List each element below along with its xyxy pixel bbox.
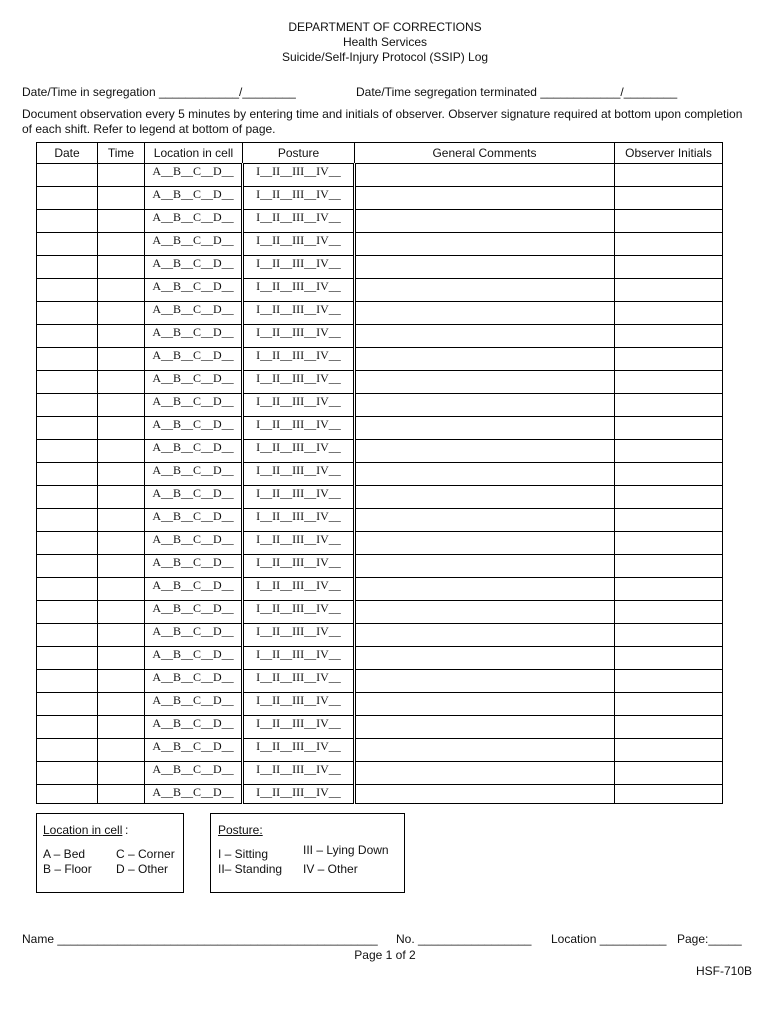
comments-cell[interactable]: [355, 486, 615, 509]
location-cell[interactable]: A__B__C__D__: [145, 693, 243, 716]
column-header-posture: Posture: [243, 143, 355, 164]
time-cell[interactable]: [98, 279, 145, 302]
comments-cell[interactable]: [355, 762, 615, 785]
comments-cell[interactable]: [355, 578, 615, 601]
observer-initials-cell[interactable]: [615, 164, 723, 187]
date-cell[interactable]: [37, 256, 98, 279]
location-cell[interactable]: A__B__C__D__: [145, 670, 243, 693]
date-cell[interactable]: [37, 233, 98, 256]
location-cell[interactable]: A__B__C__D__: [145, 279, 243, 302]
observer-initials-cell[interactable]: [615, 256, 723, 279]
location-cell[interactable]: A__B__C__D__: [145, 233, 243, 256]
posture-cell[interactable]: I__II__III__IV__: [243, 578, 355, 601]
comments-cell[interactable]: [355, 256, 615, 279]
legend-item-corner: C – Corner: [116, 847, 175, 861]
posture-cell[interactable]: I__II__III__IV__: [243, 647, 355, 670]
comments-cell[interactable]: [355, 670, 615, 693]
observer-initials-cell[interactable]: [615, 693, 723, 716]
segregation-start-field[interactable]: Date/Time in segregation ____________/________: [22, 85, 296, 99]
comments-cell[interactable]: [355, 348, 615, 371]
column-header-comments: General Comments: [355, 143, 615, 164]
table-row: [37, 348, 723, 371]
posture-cell[interactable]: I__II__III__IV__: [243, 532, 355, 555]
table-row: [37, 440, 723, 463]
posture-cell[interactable]: I__II__III__IV__: [243, 164, 355, 187]
observer-initials-cell[interactable]: [615, 279, 723, 302]
time-cell[interactable]: [98, 417, 145, 440]
comments-cell[interactable]: [355, 302, 615, 325]
table-row: [37, 509, 723, 532]
comments-cell[interactable]: [355, 601, 615, 624]
table-row: [37, 762, 723, 785]
time-cell[interactable]: [98, 509, 145, 532]
time-cell[interactable]: [98, 739, 145, 762]
date-cell[interactable]: [37, 279, 98, 302]
observer-initials-cell[interactable]: [615, 371, 723, 394]
observer-initials-cell[interactable]: [615, 555, 723, 578]
date-cell[interactable]: [37, 325, 98, 348]
posture-cell[interactable]: I__II__III__IV__: [243, 693, 355, 716]
column-header-location: Location in cell: [145, 143, 243, 164]
table-row: [37, 739, 723, 762]
table-row: [37, 555, 723, 578]
date-cell[interactable]: [37, 302, 98, 325]
posture-cell[interactable]: I__II__III__IV__: [243, 256, 355, 279]
table-row: [37, 647, 723, 670]
table-row: [37, 279, 723, 302]
posture-cell[interactable]: I__II__III__IV__: [243, 325, 355, 348]
time-cell[interactable]: [98, 256, 145, 279]
table-row: [37, 463, 723, 486]
time-cell[interactable]: [98, 371, 145, 394]
observer-initials-cell[interactable]: [615, 187, 723, 210]
date-cell[interactable]: [37, 486, 98, 509]
date-cell[interactable]: [37, 647, 98, 670]
location-cell[interactable]: A__B__C__D__: [145, 601, 243, 624]
location-cell[interactable]: A__B__C__D__: [145, 486, 243, 509]
comments-cell[interactable]: [355, 210, 615, 233]
table-row: [37, 693, 723, 716]
date-cell[interactable]: [37, 371, 98, 394]
location-cell[interactable]: A__B__C__D__: [145, 716, 243, 739]
time-cell[interactable]: [98, 440, 145, 463]
form-title: Suicide/Self-Injury Protocol (SSIP) Log: [281, 50, 489, 64]
posture-cell[interactable]: I__II__III__IV__: [243, 210, 355, 233]
time-cell[interactable]: [98, 716, 145, 739]
posture-cell[interactable]: I__II__III__IV__: [243, 509, 355, 532]
date-cell[interactable]: [37, 187, 98, 210]
comments-cell[interactable]: [355, 463, 615, 486]
date-cell[interactable]: [37, 394, 98, 417]
date-cell[interactable]: [37, 509, 98, 532]
comments-cell[interactable]: [355, 325, 615, 348]
comments-cell[interactable]: [355, 624, 615, 647]
posture-cell[interactable]: I__II__III__IV__: [243, 624, 355, 647]
time-cell[interactable]: [98, 670, 145, 693]
location-cell[interactable]: A__B__C__D__: [145, 624, 243, 647]
observer-initials-cell[interactable]: [615, 486, 723, 509]
time-cell[interactable]: [98, 463, 145, 486]
location-cell[interactable]: A__B__C__D__: [145, 371, 243, 394]
date-cell[interactable]: [37, 348, 98, 371]
date-cell[interactable]: [37, 670, 98, 693]
location-cell[interactable]: A__B__C__D__: [145, 417, 243, 440]
comments-cell[interactable]: [355, 233, 615, 256]
date-cell[interactable]: [37, 555, 98, 578]
time-cell[interactable]: [98, 624, 145, 647]
location-legend: [36, 813, 184, 893]
column-header-date: Date: [37, 143, 98, 164]
posture-cell[interactable]: I__II__III__IV__: [243, 601, 355, 624]
time-cell[interactable]: [98, 555, 145, 578]
legend-item-floor: B – Floor: [43, 862, 92, 876]
time-cell[interactable]: [98, 486, 145, 509]
table-row: [37, 394, 723, 417]
observer-initials-cell[interactable]: [615, 532, 723, 555]
location-cell[interactable]: A__B__C__D__: [145, 302, 243, 325]
table-row: [37, 670, 723, 693]
observer-initials-cell[interactable]: [615, 647, 723, 670]
date-cell[interactable]: [37, 440, 98, 463]
location-cell[interactable]: A__B__C__D__: [145, 509, 243, 532]
time-cell[interactable]: [98, 325, 145, 348]
table-row: [37, 233, 723, 256]
time-cell[interactable]: [98, 210, 145, 233]
location-cell[interactable]: A__B__C__D__: [145, 739, 243, 762]
division-title: Health Services: [342, 35, 428, 49]
date-cell[interactable]: [37, 601, 98, 624]
observer-initials-cell[interactable]: [615, 210, 723, 233]
table-row: [37, 371, 723, 394]
location-cell[interactable]: A__B__C__D__: [145, 647, 243, 670]
time-cell[interactable]: [98, 693, 145, 716]
posture-cell[interactable]: I__II__III__IV__: [243, 371, 355, 394]
page-field[interactable]: Page:_____: [677, 932, 742, 946]
time-cell[interactable]: [98, 348, 145, 371]
posture-cell[interactable]: I__II__III__IV__: [243, 670, 355, 693]
legend-item-other-posture: IV – Other: [303, 862, 358, 876]
posture-cell[interactable]: I__II__III__IV__: [243, 440, 355, 463]
date-cell[interactable]: [37, 624, 98, 647]
comments-cell[interactable]: [355, 647, 615, 670]
location-cell[interactable]: A__B__C__D__: [145, 785, 243, 804]
observer-initials-cell[interactable]: [615, 578, 723, 601]
time-cell[interactable]: [98, 762, 145, 785]
observer-initials-cell[interactable]: [615, 762, 723, 785]
comments-cell[interactable]: [355, 739, 615, 762]
time-cell[interactable]: [98, 601, 145, 624]
table-row: [37, 417, 723, 440]
observer-initials-cell[interactable]: [615, 509, 723, 532]
comments-cell[interactable]: [355, 532, 615, 555]
posture-cell[interactable]: I__II__III__IV__: [243, 394, 355, 417]
comments-cell[interactable]: [355, 394, 615, 417]
date-cell[interactable]: [37, 578, 98, 601]
posture-cell[interactable]: I__II__III__IV__: [243, 716, 355, 739]
table-row: [37, 325, 723, 348]
table-row: [37, 624, 723, 647]
observer-initials-cell[interactable]: [615, 417, 723, 440]
legend-item-standing: II– Standing: [218, 862, 283, 876]
location-legend-title: Location in cell: [43, 823, 123, 837]
observer-initials-cell[interactable]: [615, 348, 723, 371]
table-row: [37, 486, 723, 509]
comments-cell[interactable]: [355, 509, 615, 532]
observer-initials-cell[interactable]: [615, 601, 723, 624]
location-cell[interactable]: A__B__C__D__: [145, 555, 243, 578]
table-row: [37, 256, 723, 279]
observer-initials-cell[interactable]: [615, 716, 723, 739]
date-cell[interactable]: [37, 532, 98, 555]
location-cell[interactable]: A__B__C__D__: [145, 348, 243, 371]
location-cell[interactable]: A__B__C__D__: [145, 463, 243, 486]
comments-cell[interactable]: [355, 371, 615, 394]
location-cell[interactable]: A__B__C__D__: [145, 325, 243, 348]
location-cell[interactable]: A__B__C__D__: [145, 187, 243, 210]
number-field[interactable]: No. _________________: [396, 932, 532, 946]
location-legend-colon: :: [125, 823, 129, 837]
time-cell[interactable]: [98, 785, 145, 804]
observation-log-table: [36, 142, 723, 804]
date-cell[interactable]: [37, 739, 98, 762]
posture-cell[interactable]: I__II__III__IV__: [243, 279, 355, 302]
location-cell[interactable]: A__B__C__D__: [145, 164, 243, 187]
table-row: [37, 716, 723, 739]
posture-cell[interactable]: I__II__III__IV__: [243, 762, 355, 785]
table-row: [37, 601, 723, 624]
page-number: Page 1 of 2: [354, 948, 416, 962]
date-cell[interactable]: [37, 463, 98, 486]
table-row: [37, 302, 723, 325]
form-id: HSF-710B: [696, 964, 753, 978]
observer-initials-cell[interactable]: [615, 463, 723, 486]
time-cell[interactable]: [98, 647, 145, 670]
posture-cell[interactable]: I__II__III__IV__: [243, 739, 355, 762]
comments-cell[interactable]: [355, 417, 615, 440]
date-cell[interactable]: [37, 762, 98, 785]
department-title: DEPARTMENT OF CORRECTIONS: [288, 20, 482, 34]
date-cell[interactable]: [37, 417, 98, 440]
name-field[interactable]: Name ________________________________________________: [22, 932, 378, 946]
legend-item-sitting: I – Sitting: [218, 847, 269, 861]
posture-cell[interactable]: I__II__III__IV__: [243, 555, 355, 578]
legend-item-bed: A – Bed: [43, 847, 86, 861]
observer-initials-cell[interactable]: [615, 670, 723, 693]
table-row: [37, 532, 723, 555]
table-row: [37, 578, 723, 601]
comments-cell[interactable]: [355, 693, 615, 716]
observer-initials-cell[interactable]: [615, 302, 723, 325]
location-cell[interactable]: A__B__C__D__: [145, 762, 243, 785]
posture-cell[interactable]: I__II__III__IV__: [243, 463, 355, 486]
observer-initials-cell[interactable]: [615, 785, 723, 804]
date-cell[interactable]: [37, 210, 98, 233]
observer-initials-cell[interactable]: [615, 233, 723, 256]
location-cell[interactable]: A__B__C__D__: [145, 578, 243, 601]
location-cell[interactable]: A__B__C__D__: [145, 256, 243, 279]
date-cell[interactable]: [37, 693, 98, 716]
posture-cell[interactable]: I__II__III__IV__: [243, 486, 355, 509]
location-cell[interactable]: A__B__C__D__: [145, 210, 243, 233]
comments-cell[interactable]: [355, 187, 615, 210]
comments-cell[interactable]: [355, 440, 615, 463]
location-cell[interactable]: A__B__C__D__: [145, 440, 243, 463]
location-cell[interactable]: A__B__C__D__: [145, 532, 243, 555]
time-cell[interactable]: [98, 233, 145, 256]
segregation-end-field[interactable]: Date/Time segregation terminated ____________/________: [356, 85, 678, 99]
table-row: [37, 210, 723, 233]
table-row: [37, 164, 723, 187]
posture-legend: [210, 813, 405, 893]
time-cell[interactable]: [98, 394, 145, 417]
posture-cell[interactable]: I__II__III__IV__: [243, 348, 355, 371]
comments-cell[interactable]: [355, 785, 615, 804]
time-cell[interactable]: [98, 164, 145, 187]
posture-cell[interactable]: I__II__III__IV__: [243, 187, 355, 210]
comments-cell[interactable]: [355, 716, 615, 739]
observer-initials-cell[interactable]: [615, 394, 723, 417]
comments-cell[interactable]: [355, 164, 615, 187]
date-cell[interactable]: [37, 716, 98, 739]
comments-cell[interactable]: [355, 555, 615, 578]
instructions: Document observation every 5 minutes by entering time and initials of observer. Observer signature required at bottom upon completion of each shift. Refer to legend at bottom of page.: [22, 107, 743, 136]
posture-cell[interactable]: I__II__III__IV__: [243, 785, 355, 804]
posture-legend-title: Posture:: [218, 823, 263, 837]
posture-cell[interactable]: I__II__III__IV__: [243, 417, 355, 440]
posture-cell[interactable]: I__II__III__IV__: [243, 302, 355, 325]
observer-initials-cell[interactable]: [615, 624, 723, 647]
time-cell[interactable]: [98, 187, 145, 210]
legend-item-other-location: D – Other: [116, 862, 169, 876]
table-row: [37, 187, 723, 210]
posture-cell[interactable]: I__II__III__IV__: [243, 233, 355, 256]
observer-initials-cell[interactable]: [615, 440, 723, 463]
time-cell[interactable]: [98, 532, 145, 555]
observer-initials-cell[interactable]: [615, 739, 723, 762]
column-header-time: Time: [98, 143, 145, 164]
time-cell[interactable]: [98, 578, 145, 601]
location-cell[interactable]: A__B__C__D__: [145, 394, 243, 417]
comments-cell[interactable]: [355, 279, 615, 302]
time-cell[interactable]: [98, 302, 145, 325]
date-cell[interactable]: [37, 785, 98, 804]
observer-initials-cell[interactable]: [615, 325, 723, 348]
date-cell[interactable]: [37, 164, 98, 187]
table-header-row: [37, 143, 723, 164]
table-row: [37, 785, 723, 804]
column-header-observer: Observer Initials: [615, 143, 723, 164]
legend-item-lying-down: III – Lying Down: [303, 843, 389, 857]
location-field[interactable]: Location __________: [551, 932, 667, 946]
